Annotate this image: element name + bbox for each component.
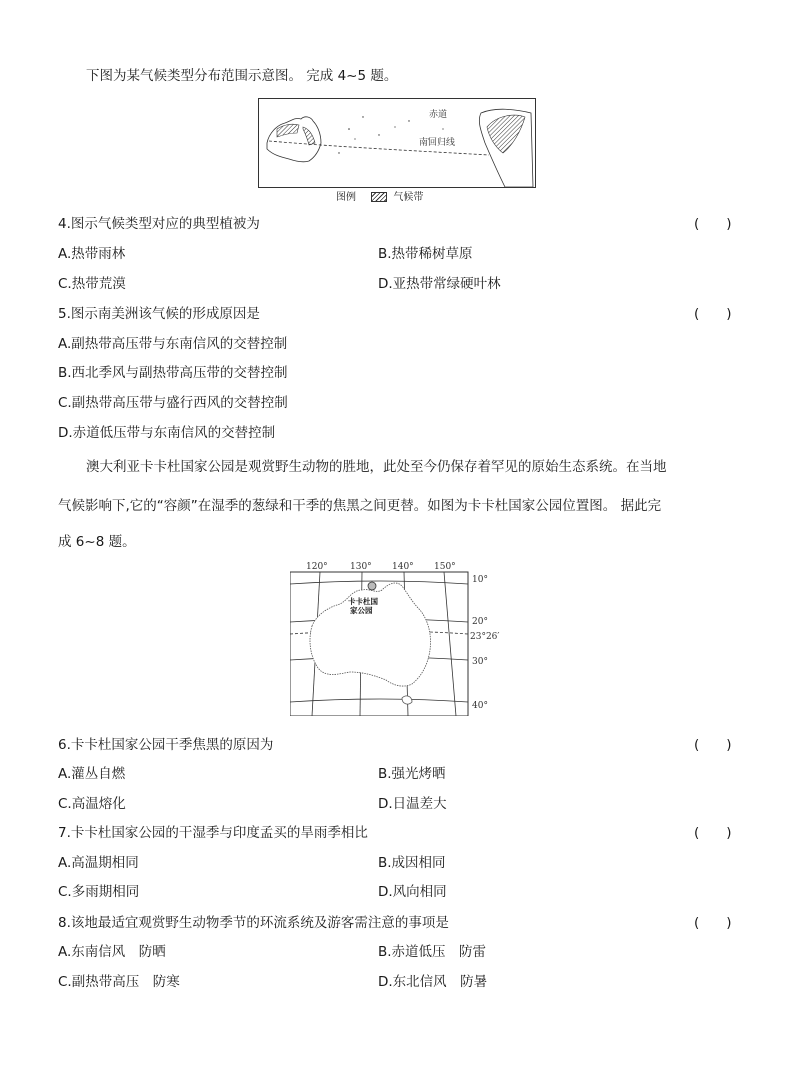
q8-answer-paren: ( ): [694, 915, 732, 931]
q8-option-b: B.赤道低压 防雷: [378, 944, 487, 960]
q4-option-b: B.热带稀树草原: [378, 246, 473, 262]
q4-stem: 4.图示气候类型对应的典型植被为: [58, 216, 260, 232]
q7-option-c: C.多雨期相同: [58, 884, 140, 900]
park-label-line2: 家公园: [350, 606, 373, 615]
q8-stem: 8.该地最适宜观赏野生动物季节的环流系统及游客需注意的事项是: [58, 915, 449, 931]
legend-hatch-swatch: [371, 192, 387, 202]
intro-text-2-line2: 气候影响下,它的“容颜”在湿季的葱绿和干季的焦黑之间更替。如图为卡卡杜国家公园位置图。 据此完: [58, 498, 662, 514]
q7-option-b: B.成因相同: [378, 855, 446, 871]
q5-option-d: D.赤道低压带与东南信风的交替控制: [58, 425, 276, 441]
kakadu-park-marker: [368, 582, 376, 590]
q7-option-a: A.高温期相同: [58, 855, 139, 871]
intro-text-2-line3: 成 6~8 题。: [58, 534, 136, 550]
lat-40-label: 40°: [472, 701, 488, 711]
q8-option-c: C.副热带高压 防寒: [58, 974, 180, 990]
q6-option-d: D.日温差大: [378, 796, 447, 812]
q4-option-a: A.热带雨林: [58, 246, 126, 262]
lon-120-label: 120°: [306, 562, 328, 572]
q5-option-c: C.副热带高压带与盛行西风的交替控制: [58, 395, 288, 411]
climate-map-svg: [259, 99, 535, 187]
lat-tropic-label: 23°26′: [470, 632, 500, 642]
q5-option-b: B.西北季风与副热带高压带的交替控制: [58, 365, 288, 381]
climate-distribution-map: [258, 98, 536, 188]
park-label-line1: 卡卡杜国: [348, 597, 378, 606]
lat-30-label: 30°: [472, 657, 488, 667]
q6-option-c: C.高温熔化: [58, 796, 126, 812]
q5-stem: 5.图示南美洲该气候的形成原因是: [58, 306, 260, 322]
legend-title: 图例: [336, 192, 356, 203]
q6-option-a: A.灌丛自燃: [58, 766, 126, 782]
q5-option-a: A.副热带高压带与东南信风的交替控制: [58, 336, 288, 352]
lon-130-label: 130°: [350, 562, 372, 572]
equator-label: 赤道: [429, 110, 448, 120]
q7-option-d: D.风向相同: [378, 884, 447, 900]
pacific-islands: [338, 116, 443, 153]
q8-option-a: A.东南信风 防晒: [58, 944, 166, 960]
tasmania: [402, 696, 412, 704]
q6-answer-paren: ( ): [694, 737, 732, 753]
lat-20-label: 20°: [472, 617, 488, 627]
q7-answer-paren: ( ): [694, 825, 732, 841]
q5-answer-paren: ( ): [694, 306, 732, 322]
map1-legend: [336, 188, 423, 203]
q6-option-b: B.强光烤晒: [378, 766, 446, 782]
q6-stem: 6.卡卡杜国家公园干季焦黑的原因为: [58, 737, 274, 753]
q4-answer-paren: ( ): [694, 216, 732, 232]
intro-text-1: 下图为某气候类型分布范围示意图。 完成 4~5 题。: [86, 68, 398, 84]
kakadu-map-svg: [290, 560, 502, 716]
lat-10-label: 10°: [472, 575, 488, 585]
legend-item: 气候带: [393, 192, 424, 203]
tropic-label: 南回归线: [419, 138, 456, 148]
kakadu-location-map: [290, 560, 502, 716]
lon-140-label: 140°: [392, 562, 414, 572]
q7-stem: 7.卡卡杜国家公园的干湿季与印度孟买的旱雨季相比: [58, 825, 368, 841]
q8-option-d: D.东北信风 防暑: [378, 974, 488, 990]
q4-option-d: D.亚热带常绿硬叶林: [378, 276, 501, 292]
q4-option-c: C.热带荒漠: [58, 276, 126, 292]
intro-text-2-line1: 澳大利亚卡卡杜国家公园是观赏野生动物的胜地，此处至今仍保存着罕见的原始生态系统。在当地: [86, 459, 667, 475]
lon-150-label: 150°: [434, 562, 456, 572]
